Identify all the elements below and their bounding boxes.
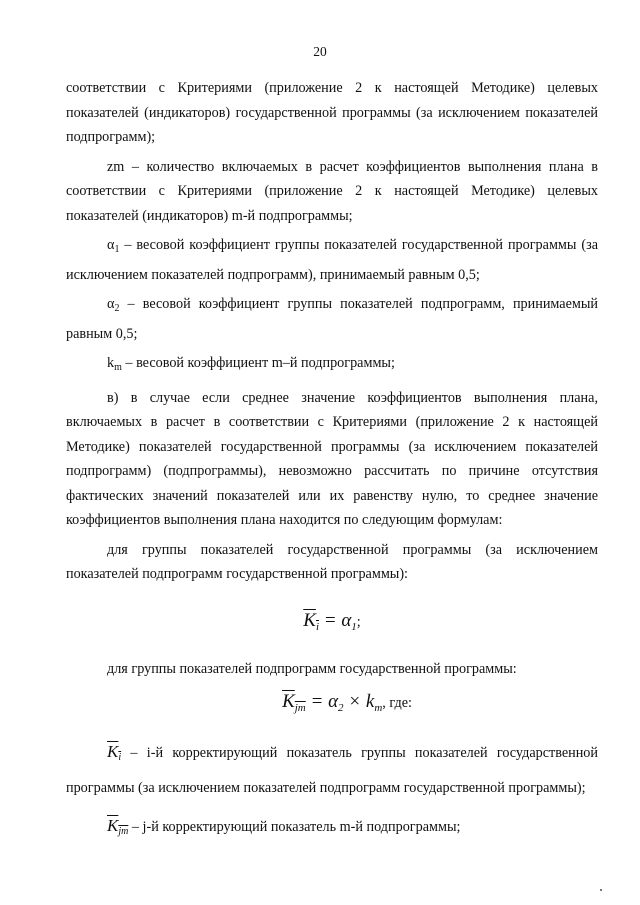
scan-speck <box>600 889 602 891</box>
paragraph-state-group: для группы показателей государственной программы (за исключением показателей подпрограмм государственной программы): <box>66 541 598 582</box>
inline-kjm: $K_{jm}$ <box>107 816 129 837</box>
paragraph-case-v: в) в случае если среднее значение коэффициентов выполнения плана, включаемых в расчет в соответствии с Критериями (приложение 2 к настоящей Методике) показателей государственной программы (за исключением показателей подпрограмм) (подпрограммы), невозможно рассчитать по причине отсутствия фактических значений показателей или их равенству нулю, то среднее значение коэффициентов выполнения плана находится по следующим формулам: <box>66 389 598 528</box>
paragraph-zm: zm – количество включаемых в расчет коэффициентов выполнения плана в соответствии с Критериями (приложение 2 к настоящей Методике) целевых показателей (индикаторов) m-й подпрограммы; <box>66 158 598 224</box>
alpha2-subscript: 2 <box>114 303 120 314</box>
formula-kjm-times-sub: m <box>374 702 383 714</box>
formula-kjm-lhs: $K_{jm}$ <box>282 691 306 714</box>
document-body <box>66 76 598 847</box>
formula-ki-end: ; <box>356 613 361 630</box>
formula-kjm-end: , где: <box>382 695 412 711</box>
km-text: – весовой коэффициент m–й подпрограммы; <box>121 355 395 371</box>
formula-ki-rhs-sub: 1 <box>351 620 357 633</box>
alpha1-symbol: α <box>107 237 115 253</box>
ki-def-text: – i-й корректирующий показатель группы показателей государственной программы (за исключением показателей подпрограмм государственной программы); <box>66 745 598 796</box>
paragraph-ki-def <box>66 737 598 803</box>
inline-ki: $K_i$ <box>107 742 122 763</box>
formula-kjm-eq: = α <box>310 691 339 712</box>
alpha2-text: – весовой коэффициент группы показателей подпрограмм, принимаемый равным 0,5; <box>66 296 598 342</box>
paragraph-sub-group: для группы показателей подпрограмм государственной программы: <box>107 660 517 677</box>
formula-kjm <box>66 685 598 719</box>
km-subscript: m <box>114 362 122 373</box>
alpha1-subscript: 1 <box>114 244 120 255</box>
formula-ki <box>66 601 598 641</box>
alpha1-text: – весовой коэффициент группы показателей государственной программы (за исключением показателей подпрограмм), принимаемый равным 0,5; <box>66 237 598 283</box>
alpha2-symbol: α <box>107 296 115 312</box>
formula-kjm-times: × k <box>348 691 375 712</box>
formula-ki-lhs: $K_i$ <box>303 609 319 633</box>
paragraph-1: соответствии с Критериями (приложение 2 к настоящей Методике) целевых показателей (индикаторов) государственной программы (за исключением показателей подпрограмм); <box>66 80 598 145</box>
formula-kjm-eq-sub: 2 <box>338 702 344 714</box>
paragraph-alpha1 <box>66 233 598 287</box>
formula-ki-rhs: = α <box>323 609 352 631</box>
km-symbol: k <box>107 355 115 371</box>
kjm-def-text: – j-й корректирующий показатель m-й подпрограммы; <box>128 819 461 835</box>
page-number: 20 <box>313 44 327 59</box>
paragraph-kjm-def <box>66 811 598 847</box>
paragraph-alpha2 <box>66 292 598 346</box>
paragraph-km <box>66 351 598 381</box>
